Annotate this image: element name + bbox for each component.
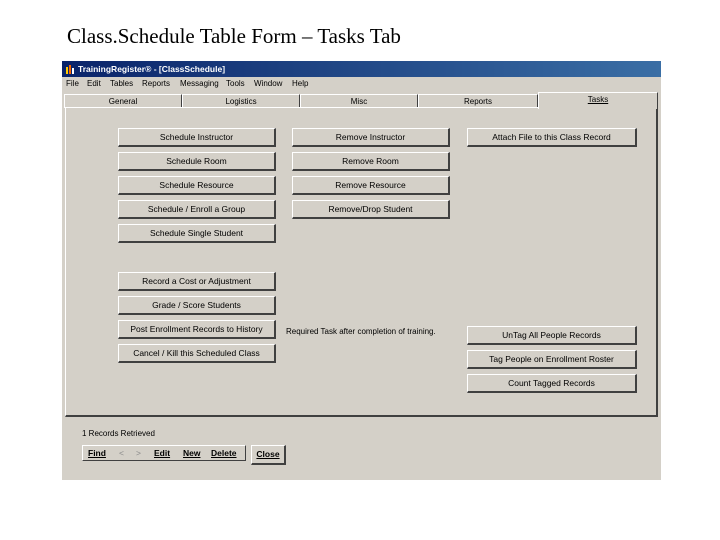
schedule-room-button[interactable]: Schedule Room [118,152,276,171]
close-button[interactable] [251,445,286,465]
cancel-class-button[interactable]: Cancel / Kill this Scheduled Class [118,344,276,363]
tab-misc-label: Misc [350,97,368,106]
record-cost-button[interactable]: Record a Cost or Adjustment [118,272,276,291]
records-status: 1 Records Retrieved [82,429,155,438]
remove-student-button[interactable]: Remove/Drop Student [292,200,450,219]
schedule-instructor-button[interactable]: Schedule Instructor [118,128,276,147]
new-button[interactable]: New [183,448,201,458]
tab-reports-label: Reports [463,97,492,106]
find-button[interactable]: Find [88,448,106,458]
menu-tools[interactable]: Tools [226,79,245,88]
tab-logistics-label: Logistics [225,97,257,106]
required-task-note: Required Task after completion of training. [286,327,436,336]
tab-reports[interactable] [418,94,538,108]
schedule-group-button[interactable]: Schedule / Enroll a Group [118,200,276,219]
tag-people-button[interactable]: Tag People on Enrollment Roster [467,350,637,369]
menu-file[interactable]: File [66,79,79,88]
menu-edit[interactable]: Edit [87,79,101,88]
remove-room-button[interactable]: Remove Room [292,152,450,171]
remove-resource-button[interactable]: Remove Resource [292,176,450,195]
tab-tasks[interactable] [538,92,658,109]
remove-instructor-button[interactable]: Remove Instructor [292,128,450,147]
next-button[interactable]: > [136,448,141,458]
tab-misc[interactable] [300,94,418,108]
tasks-panel [65,107,658,417]
tab-general[interactable] [64,94,182,108]
window-title: TrainingRegister® - [ClassSchedule] [78,64,226,74]
tab-tasks-label: Tasks [587,95,609,104]
delete-button[interactable]: Delete [211,448,237,458]
tab-general-label: General [108,97,138,106]
schedule-resource-button[interactable]: Schedule Resource [118,176,276,195]
grade-students-button[interactable]: Grade / Score Students [118,296,276,315]
menu-tables[interactable]: Tables [110,79,134,88]
record-navigator [82,445,246,461]
menu-help[interactable]: Help [292,79,309,88]
close-button-label: Close [256,449,280,459]
previous-button[interactable]: < [119,448,124,458]
schedule-single-student-button[interactable]: Schedule Single Student [118,224,276,243]
application-window [62,61,661,480]
slide-title: Class.Schedule Table Form – Tasks Tab [67,24,401,48]
count-tagged-button[interactable]: Count Tagged Records [467,374,637,393]
menu-messaging[interactable]: Messaging [180,79,219,88]
app-icon [65,64,75,74]
title-bar[interactable] [62,61,661,77]
tab-strip [62,92,661,108]
untag-all-button[interactable]: UnTag All People Records [467,326,637,345]
attach-file-button[interactable]: Attach File to this Class Record [467,128,637,147]
edit-button[interactable]: Edit [154,448,171,458]
menu-window[interactable]: Window [254,79,283,88]
menu-reports[interactable]: Reports [142,79,171,88]
tab-logistics[interactable] [182,94,300,108]
post-enrollment-button[interactable]: Post Enrollment Records to History [118,320,276,339]
menu-bar [62,77,661,91]
